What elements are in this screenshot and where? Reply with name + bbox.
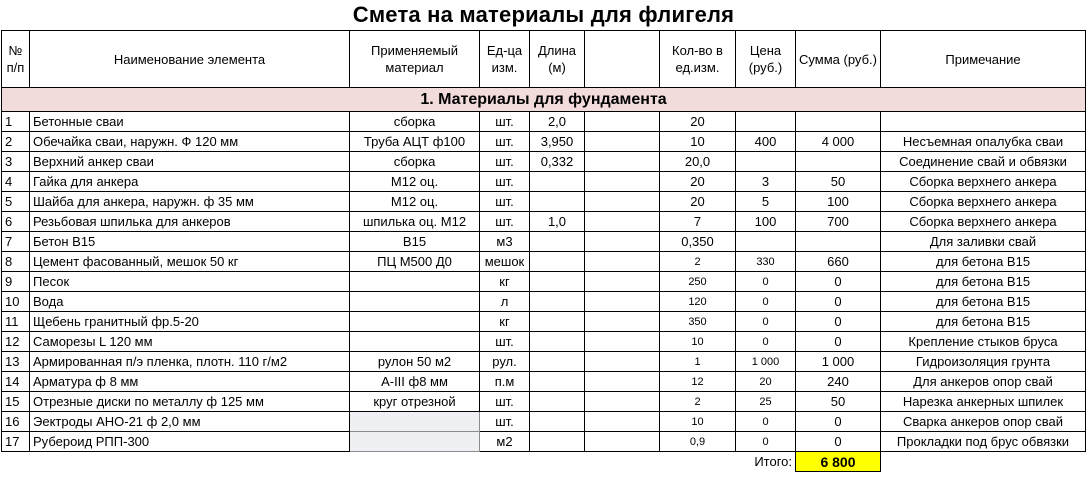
cell-unit[interactable]: шт.	[480, 392, 530, 412]
cell-length[interactable]	[530, 272, 585, 292]
cell-price[interactable]: 400	[736, 132, 796, 152]
table-row	[2, 232, 1086, 252]
cell-qty[interactable]: 2	[660, 252, 736, 272]
table-row	[2, 212, 1086, 232]
cell-length[interactable]	[530, 332, 585, 352]
cell-length[interactable]: 2,0	[530, 112, 585, 132]
cell-num[interactable]: 15	[2, 392, 30, 412]
cell-note[interactable]: Гидроизоляция грунта	[881, 352, 1086, 372]
table-row	[2, 112, 1086, 132]
cell-unit[interactable]: м3	[480, 232, 530, 252]
cell-qty[interactable]: 10	[660, 412, 736, 432]
section-row	[2, 88, 1086, 112]
cell-name[interactable]: Отрезные диски по металлу ф 125 мм	[30, 392, 350, 412]
cell-unit[interactable]: шт.	[480, 212, 530, 232]
cell-material[interactable]: сборка	[350, 112, 480, 132]
cell-num[interactable]: 2	[2, 132, 30, 152]
cell-material[interactable]: рулон 50 м2	[350, 352, 480, 372]
cell-qty[interactable]: 250	[660, 272, 736, 292]
cell-qty[interactable]: 1	[660, 352, 736, 372]
cell-price[interactable]: 5	[736, 192, 796, 212]
cell-note[interactable]: Прокладки под брус обвязки	[881, 432, 1086, 452]
cell-name[interactable]: Бетон В15	[30, 232, 350, 252]
cell-unit[interactable]: шт.	[480, 332, 530, 352]
cell-qty[interactable]: 10	[660, 332, 736, 352]
header-price[interactable]: Цена (руб.)	[736, 31, 796, 88]
table-row	[2, 332, 1086, 352]
cell-num[interactable]: 6	[2, 212, 30, 232]
header-row	[2, 31, 1086, 88]
header-material[interactable]: Применяемый материал	[350, 31, 480, 88]
cell-sum[interactable]: 660	[796, 252, 881, 272]
cell-material[interactable]: сборка	[350, 152, 480, 172]
cell-empty[interactable]	[585, 432, 660, 452]
cell-num[interactable]: 9	[2, 272, 30, 292]
table-row	[2, 172, 1086, 192]
cell-material[interactable]: М12 оц.	[350, 192, 480, 212]
cell-length[interactable]	[530, 352, 585, 372]
cell-price[interactable]: 1 000	[736, 352, 796, 372]
table-row	[2, 192, 1086, 212]
table-row	[2, 372, 1086, 392]
cell-note[interactable]: Нарезка анкерных шпилек	[881, 392, 1086, 412]
cell-material[interactable]	[350, 272, 480, 292]
cell-price[interactable]: 20	[736, 372, 796, 392]
table-row	[2, 152, 1086, 172]
cell-num[interactable]: 16	[2, 412, 30, 432]
header-note[interactable]: Примечание	[881, 31, 1086, 88]
cell-material[interactable]	[350, 292, 480, 312]
cell-unit[interactable]: шт.	[480, 192, 530, 212]
cell-price[interactable]: 3	[736, 172, 796, 192]
section-title[interactable]: 1. Материалы для фундамента	[2, 88, 1086, 112]
total-value[interactable]: 6 800	[796, 452, 881, 472]
cell-name[interactable]: Саморезы L 120 мм	[30, 332, 350, 352]
cell-name[interactable]: Эектроды АНО-21 ф 2,0 мм	[30, 412, 350, 432]
cell-unit[interactable]: кг	[480, 312, 530, 332]
cell-note[interactable]: Сборка верхнего анкера	[881, 212, 1086, 232]
cell-note[interactable]: Для анкеров опор свай	[881, 372, 1086, 392]
cell-length[interactable]: 3,950	[530, 132, 585, 152]
total-note-empty[interactable]	[881, 452, 1086, 472]
cell-sum[interactable]: 0	[796, 312, 881, 332]
cell-num[interactable]: 13	[2, 352, 30, 372]
cell-num[interactable]: 12	[2, 332, 30, 352]
cell-sum[interactable]: 0	[796, 332, 881, 352]
header-name[interactable]: Наименование элемента	[30, 31, 350, 88]
cell-qty[interactable]: 20	[660, 112, 736, 132]
cell-empty[interactable]	[585, 212, 660, 232]
cell-qty[interactable]: 2	[660, 392, 736, 412]
cell-price[interactable]: 100	[736, 212, 796, 232]
cell-num[interactable]: 5	[2, 192, 30, 212]
cell-unit[interactable]: кг	[480, 272, 530, 292]
estimate-table	[1, 30, 1086, 472]
cell-price[interactable]: 0	[736, 332, 796, 352]
cell-unit[interactable]: п.м	[480, 372, 530, 392]
cell-unit[interactable]: мешок	[480, 252, 530, 272]
cell-length[interactable]: 1,0	[530, 212, 585, 232]
cell-num[interactable]: 1	[2, 112, 30, 132]
total-label: Итого:	[2, 452, 796, 472]
cell-sum[interactable]	[796, 232, 881, 252]
cell-name[interactable]: Вода	[30, 292, 350, 312]
cell-note[interactable]: Для заливки свай	[881, 232, 1086, 252]
cell-name[interactable]: Обечайка сваи, наружн. Ф 120 мм	[30, 132, 350, 152]
cell-length[interactable]	[530, 372, 585, 392]
cell-empty[interactable]	[585, 252, 660, 272]
cell-sum[interactable]: 0	[796, 272, 881, 292]
cell-num[interactable]: 10	[2, 292, 30, 312]
cell-note[interactable]: для бетона В15	[881, 272, 1086, 292]
cell-qty[interactable]: 20	[660, 192, 736, 212]
table-row	[2, 312, 1086, 332]
cell-sum[interactable]	[796, 112, 881, 132]
cell-length[interactable]	[530, 412, 585, 432]
cell-price[interactable]: 0	[736, 432, 796, 452]
cell-sum[interactable]: 0	[796, 432, 881, 452]
cell-empty[interactable]	[585, 232, 660, 252]
cell-price[interactable]: 0	[736, 412, 796, 432]
header-empty[interactable]	[585, 31, 660, 88]
cell-qty[interactable]: 350	[660, 312, 736, 332]
cell-num[interactable]: 7	[2, 232, 30, 252]
cell-unit[interactable]: шт.	[480, 172, 530, 192]
table-row	[2, 292, 1086, 312]
cell-qty[interactable]: 20,0	[660, 152, 736, 172]
cell-empty[interactable]	[585, 152, 660, 172]
header-sum[interactable]: Сумма (руб.)	[796, 31, 881, 88]
cell-sum[interactable]: 0	[796, 412, 881, 432]
cell-price[interactable]: 0	[736, 292, 796, 312]
cell-material[interactable]: ПЦ М500 Д0	[350, 252, 480, 272]
cell-unit[interactable]: м2	[480, 432, 530, 452]
cell-sum[interactable]: 700	[796, 212, 881, 232]
cell-note[interactable]: для бетона В15	[881, 292, 1086, 312]
cell-name[interactable]: Шайба для анкера, наружн. ф 35 мм	[30, 192, 350, 212]
cell-note[interactable]	[881, 112, 1086, 132]
cell-note[interactable]: для бетона В15	[881, 252, 1086, 272]
cell-num[interactable]: 11	[2, 312, 30, 332]
cell-note[interactable]: для бетона В15	[881, 312, 1086, 332]
cell-empty[interactable]	[585, 272, 660, 292]
cell-sum[interactable]: 50	[796, 392, 881, 412]
cell-empty[interactable]	[585, 412, 660, 432]
header-unit[interactable]: Ед-ца изм.	[480, 31, 530, 88]
cell-sum[interactable]: 0	[796, 292, 881, 312]
cell-num[interactable]: 4	[2, 172, 30, 192]
cell-length[interactable]	[530, 292, 585, 312]
cell-name[interactable]: Бетонные сваи	[30, 112, 350, 132]
cell-price[interactable]: 25	[736, 392, 796, 412]
header-length[interactable]: Длина (м)	[530, 31, 585, 88]
cell-price[interactable]: 0	[736, 272, 796, 292]
cell-length[interactable]	[530, 252, 585, 272]
cell-empty[interactable]	[585, 332, 660, 352]
cell-name[interactable]: Резьбовая шпилька для анкеров	[30, 212, 350, 232]
cell-qty[interactable]: 20	[660, 172, 736, 192]
table-row	[2, 432, 1086, 452]
cell-length[interactable]	[530, 192, 585, 212]
cell-material[interactable]: A-III ф8 мм	[350, 372, 480, 392]
cell-note[interactable]: Сборка верхнего анкера	[881, 172, 1086, 192]
cell-unit[interactable]: шт.	[480, 152, 530, 172]
cell-price[interactable]	[736, 232, 796, 252]
cell-sum[interactable]: 1 000	[796, 352, 881, 372]
cell-length[interactable]	[530, 312, 585, 332]
cell-name[interactable]: Песок	[30, 272, 350, 292]
cell-note[interactable]: Сборка верхнего анкера	[881, 192, 1086, 212]
cell-price[interactable]: 0	[736, 312, 796, 332]
cell-empty[interactable]	[585, 372, 660, 392]
header-num[interactable]: № п/п	[2, 31, 30, 88]
cell-sum[interactable]: 50	[796, 172, 881, 192]
cell-empty[interactable]	[585, 132, 660, 152]
cell-price[interactable]: 330	[736, 252, 796, 272]
cell-num[interactable]: 3	[2, 152, 30, 172]
cell-unit[interactable]: шт.	[480, 132, 530, 152]
table-row	[2, 272, 1086, 292]
cell-note[interactable]: Соединение свай и обвязки	[881, 152, 1086, 172]
cell-sum[interactable]	[796, 152, 881, 172]
cell-material[interactable]	[350, 432, 480, 452]
cell-price[interactable]	[736, 152, 796, 172]
cell-length[interactable]	[530, 232, 585, 252]
cell-material[interactable]	[350, 412, 480, 432]
cell-length[interactable]: 0,332	[530, 152, 585, 172]
cell-material[interactable]	[350, 332, 480, 352]
cell-sum[interactable]: 4 000	[796, 132, 881, 152]
cell-note[interactable]: Сварка анкеров опор свай	[881, 412, 1086, 432]
cell-qty[interactable]: 12	[660, 372, 736, 392]
cell-material[interactable]: В15	[350, 232, 480, 252]
cell-empty[interactable]	[585, 112, 660, 132]
cell-sum[interactable]: 240	[796, 372, 881, 392]
cell-num[interactable]: 8	[2, 252, 30, 272]
cell-empty[interactable]	[585, 312, 660, 332]
cell-qty[interactable]: 7	[660, 212, 736, 232]
cell-name[interactable]: Верхний анкер сваи	[30, 152, 350, 172]
sheet-title: Смета на материалы для флигеля	[352, 2, 735, 27]
cell-qty[interactable]: 10	[660, 132, 736, 152]
cell-unit[interactable]: шт.	[480, 412, 530, 432]
cell-note[interactable]: Несъемная опалубка сваи	[881, 132, 1086, 152]
cell-name[interactable]: Арматура ф 8 мм	[30, 372, 350, 392]
cell-material[interactable]	[350, 312, 480, 332]
table-row	[2, 412, 1086, 432]
cell-material[interactable]: М12 оц.	[350, 172, 480, 192]
cell-empty[interactable]	[585, 192, 660, 212]
cell-qty[interactable]: 0,350	[660, 232, 736, 252]
cell-name[interactable]: Гайка для анкера	[30, 172, 350, 192]
cell-name[interactable]: Щебень гранитный фр.5-20	[30, 312, 350, 332]
header-qty[interactable]: Кол-во в ед.изм.	[660, 31, 736, 88]
cell-length[interactable]	[530, 172, 585, 192]
cell-empty[interactable]	[585, 292, 660, 312]
cell-name[interactable]: Армированная п/э пленка, плотн. 110 г/м2	[30, 352, 350, 372]
cell-name[interactable]: Рубероид РПП-300	[30, 432, 350, 452]
cell-material[interactable]: круг отрезной	[350, 392, 480, 412]
cell-price[interactable]	[736, 112, 796, 132]
table-row	[2, 352, 1086, 372]
cell-num[interactable]: 14	[2, 372, 30, 392]
cell-empty[interactable]	[585, 352, 660, 372]
table-row	[2, 132, 1086, 152]
cell-length[interactable]	[530, 392, 585, 412]
cell-qty[interactable]: 0,9	[660, 432, 736, 452]
cell-unit[interactable]: рул.	[480, 352, 530, 372]
total-row	[2, 452, 1086, 472]
cell-num[interactable]: 17	[2, 432, 30, 452]
cell-length[interactable]	[530, 432, 585, 452]
table-row	[2, 252, 1086, 272]
cell-material[interactable]: Труба АЦТ ф100	[350, 132, 480, 152]
cell-qty[interactable]: 120	[660, 292, 736, 312]
cell-empty[interactable]	[585, 392, 660, 412]
cell-note[interactable]: Крепление стыков бруса	[881, 332, 1086, 352]
cell-unit[interactable]: л	[480, 292, 530, 312]
cell-unit[interactable]: шт.	[480, 112, 530, 132]
cell-empty[interactable]	[585, 172, 660, 192]
table-row	[2, 392, 1086, 412]
cell-material[interactable]: шпилька оц. М12	[350, 212, 480, 232]
cell-name[interactable]: Цемент фасованный, мешок 50 кг	[30, 252, 350, 272]
cell-sum[interactable]: 100	[796, 192, 881, 212]
